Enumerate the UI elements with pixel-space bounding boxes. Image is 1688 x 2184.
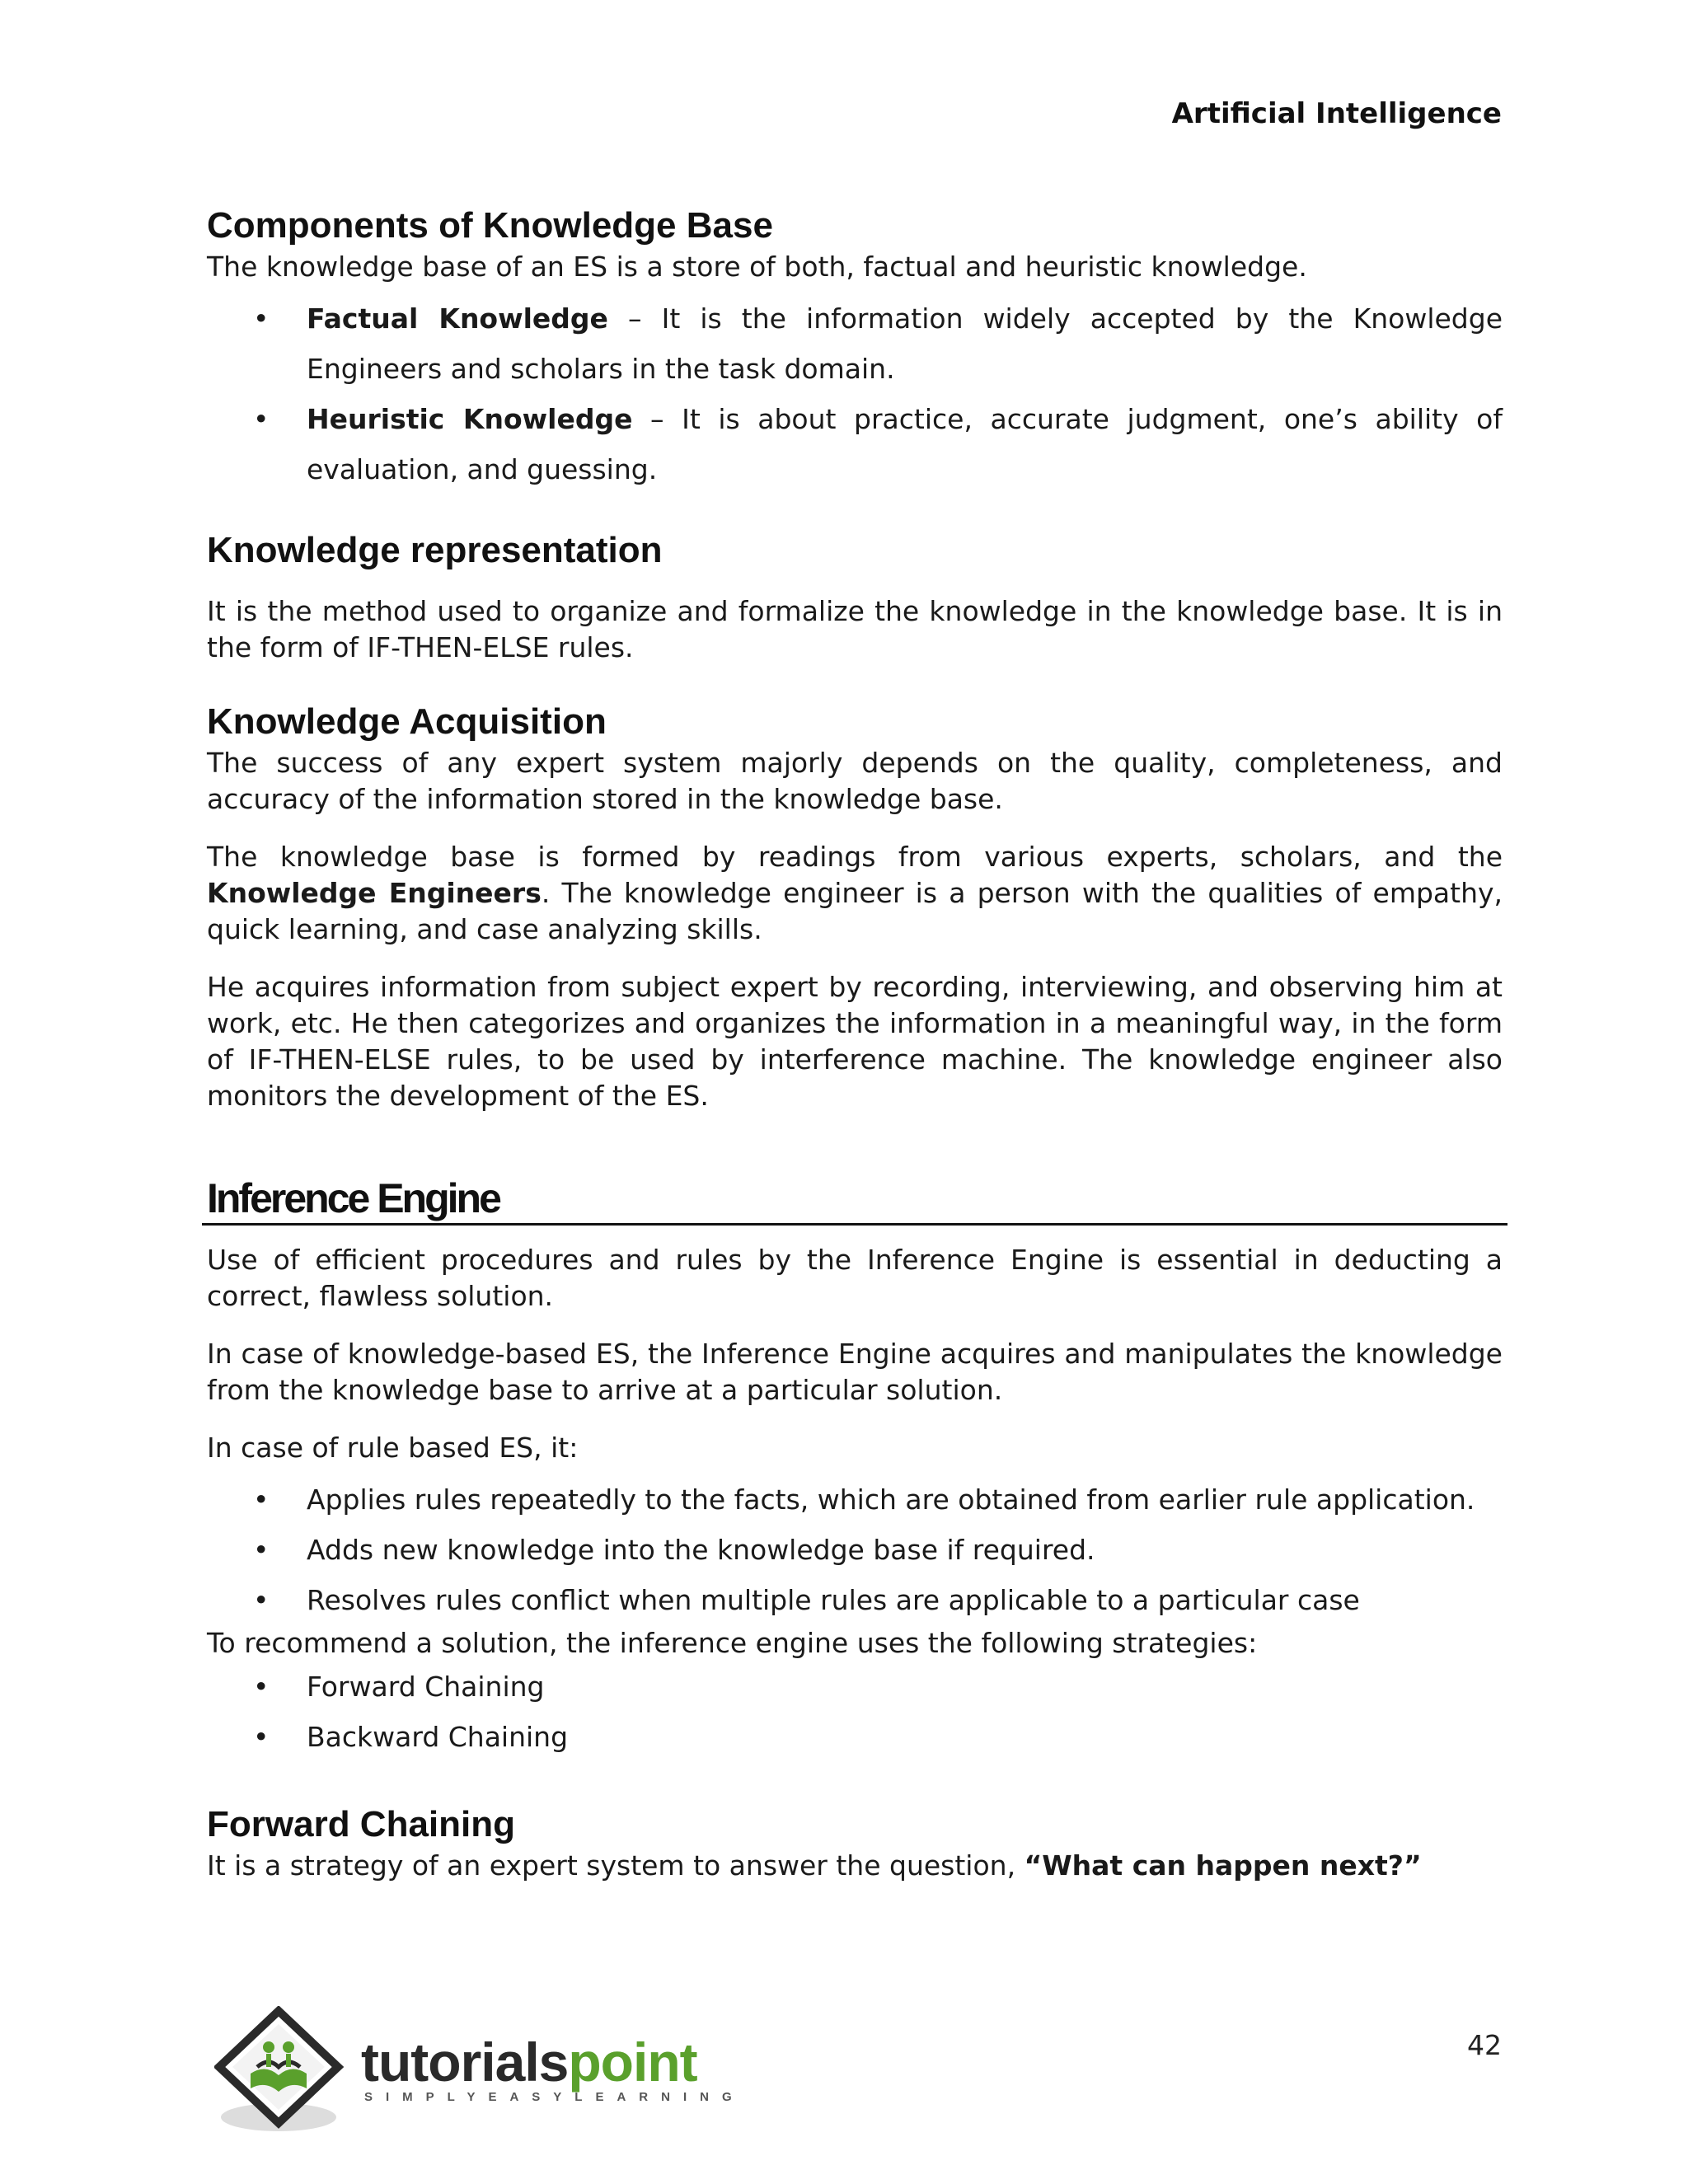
logo-word-dark: tutorials [361,2032,569,2093]
diamond-book-icon [214,2006,346,2130]
running-head: Artificial Intelligence [1171,97,1502,130]
desc-heuristic-knowledge: – It is about practice, accurate judgment, one’s ability of evaluation, and guessing. [307,403,1503,485]
acquisition-paragraph-3: He acquires information from subject expert by recording, interviewing, and observing him at work, etc. He then categorizes and organizes the information in a meaningful way, in the form of IF-THEN-ELSE rules, to be used by interference machine. The knowledge engineer also monitors the development of the ES. [207,971,1503,1112]
acquisition-paragraph-2-start: The knowledge base is formed by readings from various experts, scholars, and the [207,841,1503,873]
tutorialspoint-logo [214,2006,745,2138]
term-factual-knowledge: Factual Knowledge [307,302,608,335]
heading-knowledge-representation: Knowledge representation [207,530,663,570]
list-item: • Adds new knowledge into the knowledge base if required. [207,1525,1503,1575]
forward-chaining-paragraph-start: It is a strategy of an expert system to answer the question, [207,1849,1025,1882]
list-item-forward-chaining: • Forward Chaining [207,1661,1503,1712]
page-content [207,203,1503,1884]
inference-paragraph-4: To recommend a solution, the inference engine uses the following strategies: [207,1627,1258,1659]
heading-underline-rule [202,1223,1507,1226]
term-heuristic-knowledge: Heuristic Knowledge [307,403,633,435]
heading-inference-engine: Inference Engine [207,1175,499,1221]
representation-paragraph: It is the method used to organize and formalize the knowledge in the knowledge base. It is in the form of IF-THEN-ELSE rules. [207,595,1503,663]
inference-paragraph-3: In case of rule based ES, it: [207,1432,579,1464]
list-item: • Applies rules repeatedly to the facts, which are obtained from earlier rule application. [207,1474,1503,1525]
heading-knowledge-acquisition: Knowledge Acquisition [207,701,607,742]
inference-paragraph-1: Use of efficient procedures and rules by the Inference Engine is essential in deducting a correct, flawless solution. [207,1244,1503,1312]
heading-forward-chaining: Forward Chaining [207,1804,515,1844]
logo-tagline: SIMPLYEASYLEARNING [364,2090,745,2104]
heading-components-of-knowledge-base: Components of Knowledge Base [207,205,773,246]
page-number: 42 [1467,2029,1502,2061]
logo-wordmark [361,2031,697,2093]
strategies-list [207,1661,1503,1762]
rule-based-actions-list [207,1474,1503,1625]
acquisition-paragraph-2-end: . The knowledge engineer is a person with the qualities of empathy, quick learning, and case analyzing skills. [207,877,1503,945]
acquisition-paragraph-1: The success of any expert system majorly depends on the quality, completeness, and accuracy of the information stored in the knowledge base. [207,747,1503,815]
list-item: • Resolves rules conflict when multiple rules are applicable to a particular case [207,1575,1503,1625]
list-item-factual-knowledge [207,293,1503,394]
acquisition-paragraph-2 [207,839,1503,948]
inference-paragraph-2: In case of knowledge-based ES, the Inference Engine acquires and manipulates the knowledge from the knowledge base to arrive at a particular solution. [207,1338,1503,1406]
knowledge-types-list [207,293,1503,494]
logo-word-green: point [568,2032,697,2093]
components-intro: The knowledge base of an ES is a store of both, factual and heuristic knowledge. [207,251,1307,283]
desc-factual-knowledge: – It is the information widely accepted by the Knowledge Engineers and scholars in the task domain. [307,302,1503,385]
list-item-backward-chaining: • Backward Chaining [207,1712,1503,1762]
term-knowledge-engineers: Knowledge Engineers [207,877,542,909]
question-what-can-happen-next: “What can happen next?” [1024,1849,1422,1882]
list-item-heuristic-knowledge [207,394,1503,494]
forward-chaining-paragraph [207,1848,1503,1884]
